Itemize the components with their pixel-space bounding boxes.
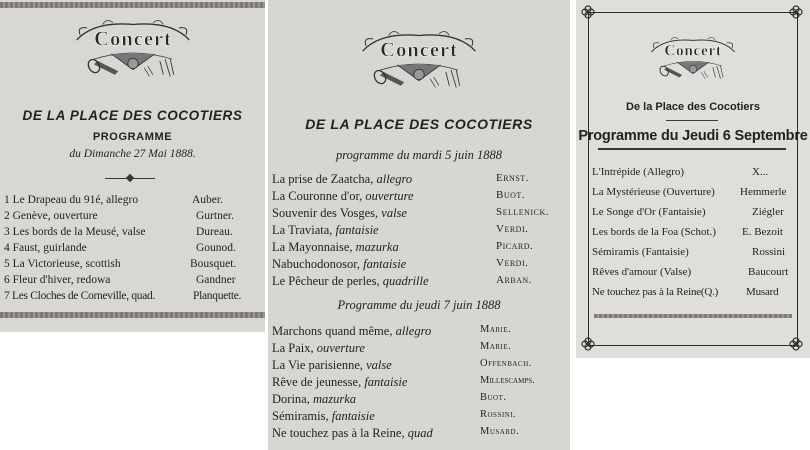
corner-ornament-icon [789,337,803,351]
programme-heading: Programme du Jeudi 6 Septembre [578,128,808,144]
corner-ornament-icon [581,5,595,19]
program-clipping-september: Concert De la Place des Cocotiers Programme du Jeudi 6 Septembre L'Intrépide (Allegro) X... La Mystérieuse (Ouverture) Hemmerle Le Songe d'Or (Fantaisie) Ziégler Les bords de la Foa (Schot.) E. Bezoit Sémiramis (Fantaisie) Rossini Rêves d'amour (Valse) Baucourt Ne touchez pas à la Reine(Q.) Musard [576,0,810,358]
programme-date: du Dimanche 27 Mai 1888. [69,148,196,160]
program1-heading: programme du mardi 5 juin 1888 [335,148,503,162]
program-clipping-may-27: Concert DE LA PLACE DES COCOTIERS PROGRAMME du Dimanche 27 Mai 1888. 1 Le Drapeau du 91é, allegro Auber. 2 Genève, ouverture Gurtner. 3 Les bords de la Meusé, valse Dureau. 4 Faust, guirlande Gounod. 5 La Victorieuse, scottish Bousquet. 6 Fleur d'hiver, redowa Gandner 7 Les Cloches de Corneville, quad. Planquette. [0,0,265,332]
program-clipping-june: Concert DE LA PLACE DES COCOTIERS programme du mardi 5 juin 1888 La prise de Zaatcha, allegro Ernst. La Couronne d'or, ouverture Buot. Souvenir des Vosges, valse Sellenick. La Traviata, fantaisie Verdi. La Mayonnaise, mazurka Picard. Nabuchodonosor, fantaisie Verdi. Le Pêcheur de perles, quadrille Arban. Programme du jeudi 7 juin 1888 Marchons quand même, allegro Marie. La Paix, ouverture Marie. La Vie parisienne, valse Offenbach. Rêve de jeunesse, fantaisie Millescamps. Dorina, mazurka Buot. Sémiramis, fantaisie Rossini. Ne touchez pas à la Reine, quad Musard. [268,0,570,450]
concert-logo [354,22,484,94]
programme-heading: PROGRAMME [92,131,173,143]
bottom-rule [0,312,265,318]
concert-logo [68,12,198,82]
concert-logo [645,30,741,84]
program2-heading: Programme du jeudi 7 juin 1888 [337,298,501,312]
place-title: DE LA PLACE DES COCOTIERS [22,108,243,123]
corner-ornament-icon [789,5,803,19]
divider-diamond [126,174,134,182]
place-title: DE LA PLACE DES COCOTIERS [305,116,533,132]
logo-text: Concert [664,42,722,60]
logo-text: Concert [93,27,172,51]
top-rule [0,2,265,8]
short-divider [666,120,718,121]
logo-text: Concert [380,38,458,62]
bottom-rule [594,314,792,318]
heading-underline [598,148,786,150]
place-title: De la Place des Cocotiers [626,101,760,113]
corner-ornament-icon [581,337,595,351]
